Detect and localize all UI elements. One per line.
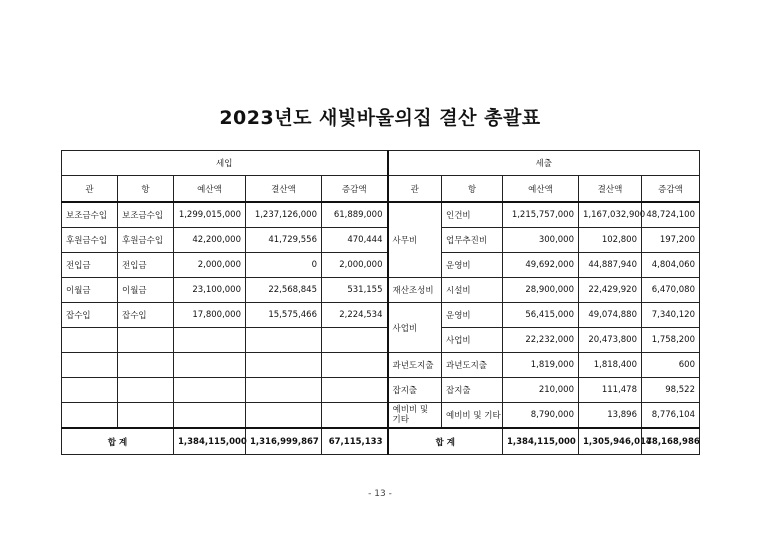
- income-gwan: 이월금: [62, 278, 118, 303]
- empty-cell: [322, 328, 388, 353]
- income-budget: 17,800,000: [174, 303, 246, 328]
- table-row: [62, 303, 700, 328]
- expense-diff: 8,776,104: [642, 403, 700, 429]
- expense-hang: 과년도지출: [442, 353, 503, 378]
- income-budget: 42,200,000: [174, 228, 246, 253]
- table-row: [62, 328, 700, 353]
- income-hang: 후원금수입: [118, 228, 174, 253]
- income-settled: 15,575,466: [246, 303, 322, 328]
- expense-gwan-samu: 사무비: [388, 202, 442, 278]
- table-row: [62, 228, 700, 253]
- expense-budget: 210,000: [503, 378, 579, 403]
- table-row: [62, 202, 700, 228]
- income-diff: 61,889,000: [322, 202, 388, 228]
- header-gwan: 관: [388, 176, 442, 203]
- expense-hang: 운영비: [442, 303, 503, 328]
- expense-gwan-yebi: 예비비 및 기타: [388, 403, 442, 429]
- header-gwan: 관: [62, 176, 118, 203]
- header-settled: 결산액: [246, 176, 322, 203]
- expense-diff: 4,804,060: [642, 253, 700, 278]
- expense-diff: 98,522: [642, 378, 700, 403]
- expense-total-settled: 1,305,946,014: [579, 428, 642, 455]
- expense-settled: 1,167,032,900: [579, 202, 642, 228]
- income-settled: 22,568,845: [246, 278, 322, 303]
- empty-cell: [246, 378, 322, 403]
- income-gwan: 잡수입: [62, 303, 118, 328]
- empty-cell: [62, 328, 118, 353]
- income-hang: 잡수입: [118, 303, 174, 328]
- income-total-settled: 1,316,999,867: [246, 428, 322, 455]
- empty-cell: [118, 403, 174, 429]
- empty-cell: [118, 378, 174, 403]
- income-diff: 470,444: [322, 228, 388, 253]
- empty-cell: [322, 403, 388, 429]
- expense-diff: 7,340,120: [642, 303, 700, 328]
- expense-settled: 13,896: [579, 403, 642, 429]
- empty-cell: [62, 403, 118, 429]
- expense-total-label: 합 계: [388, 428, 503, 455]
- header-hang: 항: [118, 176, 174, 203]
- total-row: [62, 428, 700, 455]
- table-row: [62, 253, 700, 278]
- expense-gwan-saeop: 사업비: [388, 303, 442, 353]
- income-gwan: 보조금수입: [62, 202, 118, 228]
- section-header-row: [62, 151, 700, 176]
- expense-section-label: 세출: [388, 151, 700, 176]
- document-title: 2023년도 새빛바울의집 결산 총괄표: [219, 107, 541, 129]
- expense-settled: 20,473,800: [579, 328, 642, 353]
- expense-gwan-jaesan: 재산조성비: [388, 278, 442, 303]
- expense-hang: 예비비 및 기타: [442, 403, 503, 429]
- table-row: [62, 378, 700, 403]
- expense-hang: 잡지출: [442, 378, 503, 403]
- income-diff: 2,000,000: [322, 253, 388, 278]
- income-total-label: 합 계: [62, 428, 174, 455]
- empty-cell: [174, 328, 246, 353]
- income-total-diff: 67,115,133: [322, 428, 388, 455]
- expense-hang: 인건비: [442, 202, 503, 228]
- empty-cell: [174, 403, 246, 429]
- page-number: - 13 -: [368, 489, 392, 499]
- expense-settled: 22,429,920: [579, 278, 642, 303]
- expense-budget: 56,415,000: [503, 303, 579, 328]
- header-settled: 결산액: [579, 176, 642, 203]
- empty-cell: [322, 378, 388, 403]
- expense-budget: 8,790,000: [503, 403, 579, 429]
- expense-gwan-japji: 잡지출: [388, 378, 442, 403]
- income-gwan: 후원금수입: [62, 228, 118, 253]
- expense-budget: 22,232,000: [503, 328, 579, 353]
- expense-hang: 업무추진비: [442, 228, 503, 253]
- header-hang: 항: [442, 176, 503, 203]
- empty-cell: [174, 353, 246, 378]
- income-total-budget: 1,384,115,000: [174, 428, 246, 455]
- empty-cell: [246, 353, 322, 378]
- empty-cell: [118, 328, 174, 353]
- expense-total-budget: 1,384,115,000: [503, 428, 579, 455]
- empty-cell: [62, 378, 118, 403]
- header-diff: 증감액: [642, 176, 700, 203]
- header-diff: 증감액: [322, 176, 388, 203]
- expense-diff: 1,758,200: [642, 328, 700, 353]
- income-gwan: 전입금: [62, 253, 118, 278]
- expense-settled: 111,478: [579, 378, 642, 403]
- expense-diff: 197,200: [642, 228, 700, 253]
- income-diff: 2,224,534: [322, 303, 388, 328]
- expense-hang: 시설비: [442, 278, 503, 303]
- empty-cell: [62, 353, 118, 378]
- settlement-summary-table: [61, 150, 700, 455]
- expense-settled: 1,818,400: [579, 353, 642, 378]
- income-hang: 전입금: [118, 253, 174, 278]
- table-row: [62, 278, 700, 303]
- expense-total-diff: 78,168,986: [642, 428, 700, 455]
- expense-budget: 1,819,000: [503, 353, 579, 378]
- income-section-label: 세입: [62, 151, 388, 176]
- income-budget: 23,100,000: [174, 278, 246, 303]
- table-row: [62, 403, 700, 429]
- income-hang: 보조금수입: [118, 202, 174, 228]
- income-diff: 531,155: [322, 278, 388, 303]
- header-budget: 예산액: [174, 176, 246, 203]
- expense-budget: 49,692,000: [503, 253, 579, 278]
- expense-settled: 102,800: [579, 228, 642, 253]
- expense-settled: 49,074,880: [579, 303, 642, 328]
- empty-cell: [246, 328, 322, 353]
- table-row: [62, 353, 700, 378]
- empty-cell: [246, 403, 322, 429]
- expense-diff: 48,724,100: [642, 202, 700, 228]
- expense-budget: 1,215,757,000: [503, 202, 579, 228]
- expense-settled: 44,887,940: [579, 253, 642, 278]
- income-settled: 1,237,126,000: [246, 202, 322, 228]
- expense-budget: 28,900,000: [503, 278, 579, 303]
- income-hang: 이월금: [118, 278, 174, 303]
- column-header-row: [62, 176, 700, 203]
- income-settled: 41,729,556: [246, 228, 322, 253]
- empty-cell: [118, 353, 174, 378]
- expense-diff: 600: [642, 353, 700, 378]
- income-budget: 1,299,015,000: [174, 202, 246, 228]
- income-budget: 2,000,000: [174, 253, 246, 278]
- income-settled: 0: [246, 253, 322, 278]
- expense-budget: 300,000: [503, 228, 579, 253]
- expense-gwan-gwaneon: 과년도지출: [388, 353, 442, 378]
- header-budget: 예산액: [503, 176, 579, 203]
- empty-cell: [322, 353, 388, 378]
- expense-diff: 6,470,080: [642, 278, 700, 303]
- empty-cell: [174, 378, 246, 403]
- expense-hang: 운영비: [442, 253, 503, 278]
- expense-hang: 사업비: [442, 328, 503, 353]
